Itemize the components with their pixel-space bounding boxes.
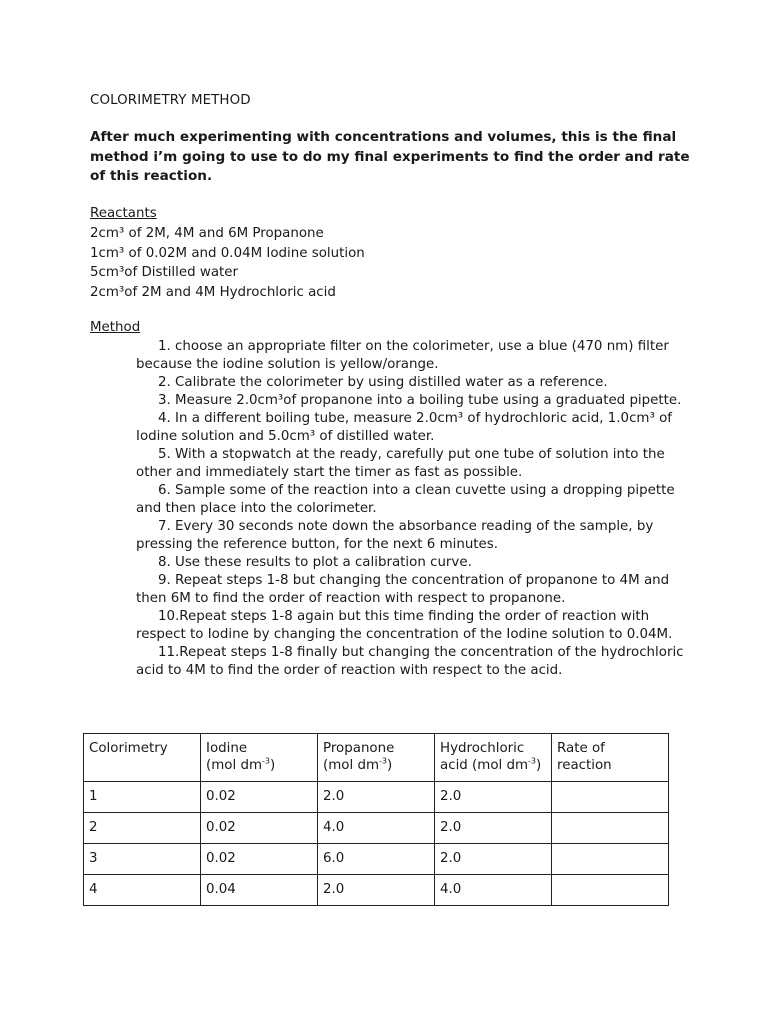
header-unit-exponent: -3 (261, 756, 270, 766)
list-item: 2cm³ of 2M, 4M and 6M Propanone (90, 226, 324, 241)
table-cell: 0.02 (201, 813, 318, 844)
table-cell: 2.0 (318, 782, 435, 813)
header-unit-close: ) (386, 758, 393, 773)
header-unit-exponent: -3 (378, 756, 387, 766)
reactants-list (90, 224, 365, 303)
table-cell: 2.0 (435, 813, 552, 844)
method-step: 6. Sample some of the reaction into a clean cuvette using a dropping pipette and then place into the colorimeter. (136, 483, 675, 516)
column-header-hydrochloric-acid (435, 734, 552, 782)
results-table (83, 733, 669, 906)
table-cell: 0.02 (201, 844, 318, 875)
header-line: Iodine (206, 741, 248, 756)
method-step: 1. choose an appropriate filter on the colorimeter, use a blue (470 nm) filter because the iodine solution is yellow/orange. (136, 339, 669, 372)
header-line: Hydrochloric (440, 741, 525, 756)
table-cell: 4.0 (435, 875, 552, 906)
method-step: 5. With a stopwatch at the ready, carefully put one tube of solution into the other and immediately start the timer as fast as possible. (136, 447, 665, 480)
method-step: 9. Repeat steps 1-8 but changing the concentration of propanone to 4M and then 6M to find the order of reaction with respect to propanone. (136, 573, 670, 606)
table-cell: 4.0 (318, 813, 435, 844)
header-unit-exponent: -3 (528, 756, 537, 766)
table-cell: 2.0 (435, 844, 552, 875)
header-unit: acid (mol dm (440, 758, 529, 773)
method-step: 11.Repeat steps 1-8 finally but changing the concentration of the hydrochloric acid to 4M to find the order of reaction with respect to the acid. (136, 645, 684, 678)
column-header-rate-of-reaction (552, 734, 669, 782)
list-item: 2cm³of 2M and 4M Hydrochloric acid (90, 285, 336, 301)
table-cell (552, 875, 669, 906)
table-cell (552, 813, 669, 844)
table-row (84, 813, 669, 844)
table-cell: 4 (84, 875, 201, 906)
header-unit-close: ) (536, 758, 542, 773)
table-cell (552, 844, 669, 875)
table-row (84, 875, 669, 906)
method-step: 4. In a different boiling tube, measure 2.0cm³ of hydrochloric acid, 1.0cm³ of Iodine solution and 5.0cm³ of distilled water. (136, 411, 673, 444)
header-line: Propanone (323, 741, 395, 756)
intro-paragraph: After much experimenting with concentrations and volumes, this is the final method i’m going to use to do my final experiments to find the order and rate of this reaction. (90, 129, 690, 185)
column-header-colorimetry (84, 734, 201, 782)
table-row (84, 844, 669, 875)
table-cell: 3 (84, 844, 201, 875)
method-heading: Method (90, 320, 141, 335)
header-line: Colorimetry (89, 741, 168, 756)
column-header-iodine (201, 734, 318, 782)
method-step: 3. Measure 2.0cm³of propanone into a boiling tube using a graduated pipette. (158, 393, 682, 408)
table-cell: 2 (84, 813, 201, 844)
document-title: COLORIMETRY METHOD (90, 93, 251, 108)
table-row (84, 782, 669, 813)
method-step: 2. Calibrate the colorimeter by using distilled water as a reference. (158, 375, 608, 390)
list-item: 1cm³ of 0.02M and 0.04M Iodine solution (90, 245, 365, 261)
results-table-wrapper (83, 733, 669, 906)
table-cell: 0.04 (201, 875, 318, 906)
reactants-heading: Reactants (90, 206, 157, 221)
list-item: 5cm³of Distilled water (90, 265, 239, 281)
column-header-propanone (318, 734, 435, 782)
header-unit: (mol dm (206, 758, 262, 773)
table-cell: 1 (84, 782, 201, 813)
header-unit-close: ) (269, 758, 276, 773)
table-cell (552, 782, 669, 813)
table-cell: 2.0 (435, 782, 552, 813)
table-header-row (84, 734, 669, 782)
method-step: 8. Use these results to plot a calibration curve. (158, 555, 472, 570)
header-line: Rate of (557, 741, 605, 756)
table-cell: 0.02 (201, 782, 318, 813)
table-cell: 6.0 (318, 844, 435, 875)
method-step: 7. Every 30 seconds note down the absorbance reading of the sample, by pressing the reference button, for the next 6 minutes. (136, 519, 654, 552)
header-line: reaction (557, 758, 612, 773)
table-cell: 2.0 (318, 875, 435, 906)
method-steps (136, 338, 696, 680)
header-unit: (mol dm (323, 758, 379, 773)
method-step: 10.Repeat steps 1-8 again but this time finding the order of reaction with respect to Iodine by changing the concentration of the Iodine solution to 0.04M. (136, 609, 673, 642)
